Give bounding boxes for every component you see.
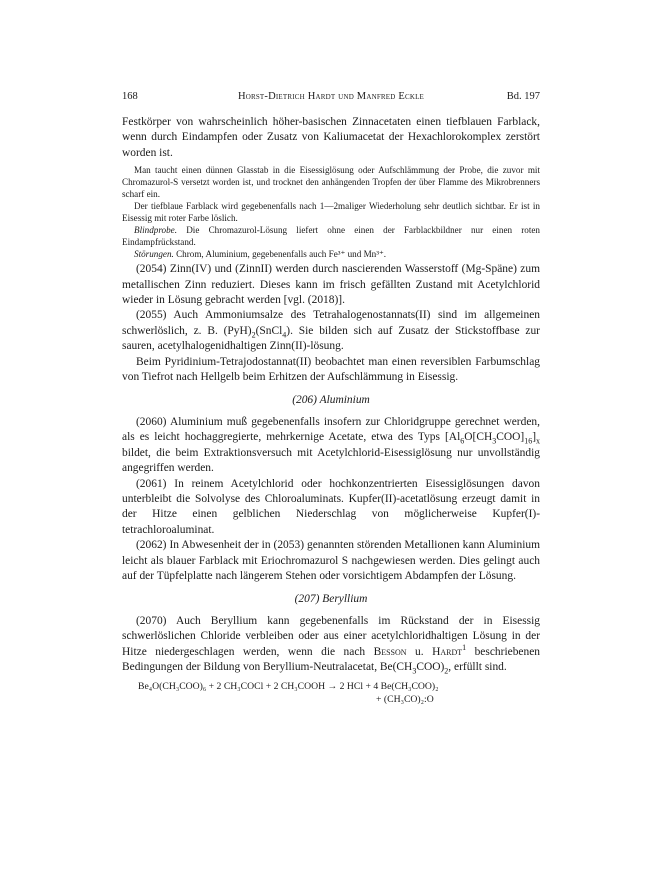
text-column xyxy=(122,89,540,706)
footnote-marker: 1 xyxy=(462,642,467,652)
subscript: 2 xyxy=(251,330,256,340)
procedure-paragraph: Man taucht einen dünnen Glasstab in die Eisessiglösung oder Aufschlämmung der Probe, die zuvor mit Chromazurol-S versetzt worden ist, und trocknet den anhängenden Tropfen der über Flamme des Mikrobrenners scharf ein. xyxy=(122,165,540,200)
stoerungen-paragraph xyxy=(122,248,540,260)
blindprobe-text: Die Chromazurol-Lösung liefert ohne einen der Farblackbildner nur einen roten Eindampfrückstand. xyxy=(122,225,540,248)
text-run: u. xyxy=(406,645,433,658)
reaction-equation xyxy=(138,680,540,706)
text-run: , erfüllt sind. xyxy=(448,660,507,673)
subscript: 3 xyxy=(412,666,417,676)
equation-line: Be₄O(CH₃COO)₆ + 2 CH₃COCl + 2 CH₃COOH → 2 HCl + 4 Be(CH₃COO)₂ xyxy=(138,681,439,693)
paragraph-2060 xyxy=(122,415,540,477)
page-number: 168 xyxy=(122,91,138,102)
volume-label: Bd. 197 xyxy=(506,91,540,102)
stoerungen-label: Störungen. xyxy=(134,249,174,260)
section-heading-aluminium: (206) Aluminium xyxy=(292,394,370,407)
stoerungen-text: Chrom, Aluminium, gegebenenfalls auch Fe³⁺ und Mn³⁺. xyxy=(173,249,387,260)
subscript: 6 xyxy=(460,436,465,446)
author-name: Hardt xyxy=(432,645,463,658)
text-run: (2070) Auch Beryllium kann gegebenenfalls im Rückstand der in Eisessig schwerlöslichen Chloride verbleiben oder aus einer acetylchloridhaltigen Lösung in der Hitze niedergeschlagen werden, wenn die nach xyxy=(122,614,540,658)
subscript: 2 xyxy=(444,666,449,676)
text-run: (SnCl xyxy=(255,324,283,337)
subscript: x xyxy=(536,436,540,446)
subscript: 3 xyxy=(492,436,497,446)
blindprobe-paragraph xyxy=(122,224,540,248)
procedure-paragraph: Der tiefblaue Farblack wird gegebenenfalls nach 1—2maliger Wiederholung sehr deutlich sichtbar. Er ist in Eisessig mit roter Farbe löslich. xyxy=(122,201,540,224)
author-name: Besson xyxy=(373,645,407,658)
section-heading-beryllium: (207) Beryllium xyxy=(294,593,368,606)
text-run: ). Sie bilden sich auf Zusatz der Stickstoffbase zur sauren, acetylhalogenidhaltigen Zinn(II)-lösung. xyxy=(122,324,540,353)
text-run: (2055) Auch Ammoniumsalze des Tetrahalogenostannats(II) sind im allgemeinen schwerlöslich, z. B. (PyH) xyxy=(122,309,540,337)
subscript: 16 xyxy=(524,436,533,446)
paragraph-2054: (2054) Zinn(IV) und (ZinnII) werden durch nascierenden Wasserstoff (Mg-Späne) zum metallischen Zinn reduziert. Dieses kann im frisch gefällten Zustand mit Acetylchlorid wieder in Lösung gebracht werden [vgl. (2018)]. xyxy=(122,263,540,307)
paragraph-2070 xyxy=(122,614,540,676)
paragraph-continued: Festkörper von wahrscheinlich höher-basischen Zinnacetaten einen tiefblauen Farblack, wenn durch Eindampfen oder Zusatz von Kaliumacetat der Hexachlorokomplex zerstört worden ist. xyxy=(122,116,540,159)
text-run: beschriebenen Bedingungen der Bildung von Beryllium-Neutralacetat, Be(CH xyxy=(122,645,541,673)
equation-line: + (CH₃CO)₂:O xyxy=(376,694,434,706)
text-run: ] xyxy=(532,431,536,444)
running-title: Horst-Dietrich Hardt und Manfred Eckle xyxy=(237,91,425,102)
paragraph-2055 xyxy=(122,308,540,354)
blindprobe-label: Blindprobe. xyxy=(134,225,178,236)
text-run: COO) xyxy=(416,660,445,673)
paragraph-2055-continued: Beim Pyridinium-Tetrajodostannat(II) beobachtet man einen reversiblen Farbumschlag von Tiefrot nach Hellgelb beim Erhitzen der Aufschlämmung in Eisessig. xyxy=(122,355,540,384)
paragraph-2062: (2062) In Abwesenheit der in (2053) genannten störenden Metallionen kann Aluminium leicht als blauer Farblack mit Eriochromazurol S nachgewiesen werden. Dies gelingt auch auf der Tüpfelplatte nach längerem Stehen oder vorsichtigem Abdampfen der Lösung. xyxy=(122,539,540,582)
text-run: (2060) Aluminium muß gegebenenfalls insofern zur Chloridgruppe gerechnet werden, als es leicht hochaggregierte, mehrkernige Acetate, etwa des Typs [Al xyxy=(122,415,540,444)
running-header xyxy=(122,89,540,105)
text-run: O[CH xyxy=(464,431,493,444)
paragraph-2061: (2061) In reinem Acetylchlorid oder hochkonzentrierten Eisessiglösungen davon unterbleibt die Solvolyse des Chloroaluminats. Kupfer(II)-acetatlösung erzeugt damit in der Hitze einen gelblichen Niederschlag von möglicherweise Kupfer(I)-tetrachloroaluminat. xyxy=(122,477,540,536)
text-run: bildet, die beim Extraktionsversuch mit Acetylchlorid-Eisessiglösung nur unvollständig angegriffen werden. xyxy=(122,446,540,475)
subscript: 4 xyxy=(282,330,287,340)
text-run: COO] xyxy=(496,431,525,444)
